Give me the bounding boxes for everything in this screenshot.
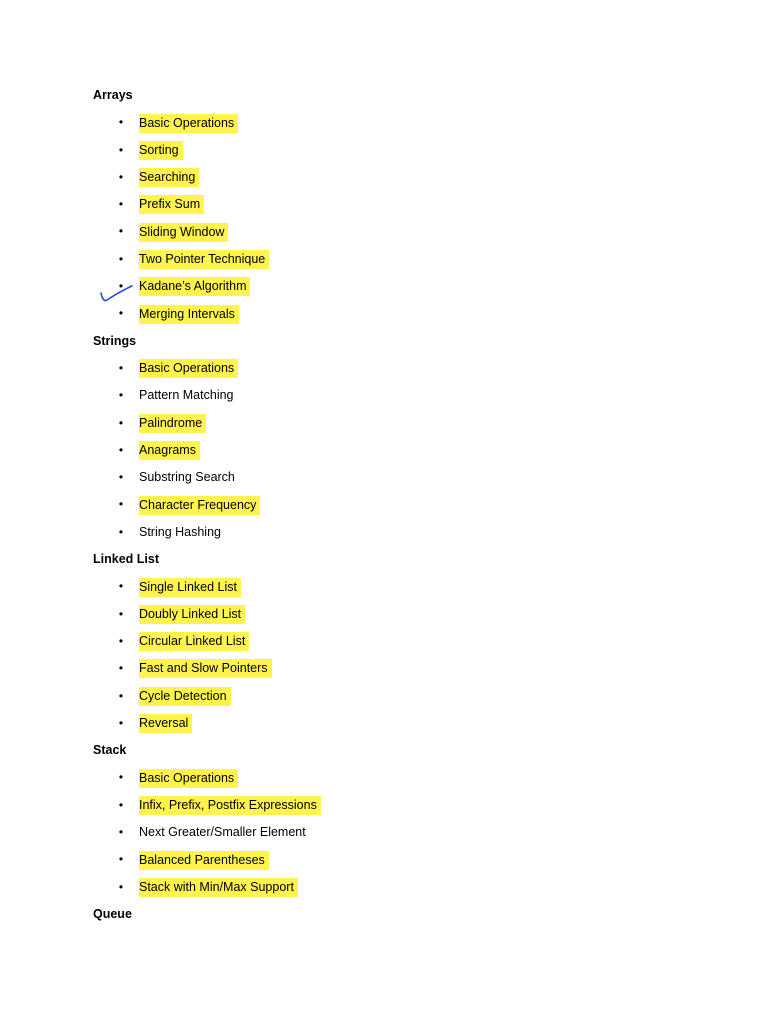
list-item <box>93 628 733 655</box>
list-item <box>93 109 733 136</box>
topic-text: Circular Linked List <box>139 632 249 651</box>
list-item <box>93 683 733 710</box>
bullet-icon: • <box>118 224 124 239</box>
list-item <box>93 300 733 327</box>
list-item <box>93 601 733 628</box>
topic-text: Basic Operations <box>139 359 238 378</box>
topic-text: Substring Search <box>139 470 235 485</box>
list-item <box>93 218 733 245</box>
list-item <box>93 491 733 518</box>
topic-text: Palindrome <box>139 414 206 433</box>
bullet-icon: • <box>118 606 124 621</box>
list-item <box>93 764 733 791</box>
bullet-icon: • <box>118 770 124 785</box>
topic-list <box>93 573 733 737</box>
bullet-icon: • <box>118 497 124 512</box>
bullet-icon: • <box>118 825 124 840</box>
list-item <box>93 382 733 409</box>
checkmark-icon <box>99 283 135 305</box>
topic-text: Kadane’s Algorithm <box>139 277 250 296</box>
list-item <box>93 464 733 491</box>
section-heading: Strings <box>93 333 137 348</box>
topic-list <box>93 355 733 546</box>
bullet-icon: • <box>118 142 124 157</box>
bullet-icon: • <box>118 442 124 457</box>
section-heading: Queue <box>93 906 132 921</box>
topic-text: Anagrams <box>139 441 200 460</box>
list-item <box>93 246 733 273</box>
list-item <box>93 846 733 873</box>
bullet-icon: • <box>118 470 124 485</box>
list-item <box>93 710 733 737</box>
topic-text: Cycle Detection <box>139 687 231 706</box>
bullet-icon: • <box>118 415 124 430</box>
document-content <box>93 82 733 928</box>
list-item <box>93 355 733 382</box>
bullet-icon: • <box>118 715 124 730</box>
section-heading: Arrays <box>93 88 133 102</box>
list-item <box>93 874 733 901</box>
list-item <box>93 792 733 819</box>
topic-text: Character Frequency <box>139 496 260 515</box>
bullet-icon: • <box>118 524 124 539</box>
topic-text: Infix, Prefix, Postfix Expressions <box>139 796 321 815</box>
topic-text: Balanced Parentheses <box>139 851 269 870</box>
section-heading: Stack <box>93 743 127 758</box>
bullet-icon: • <box>118 797 124 812</box>
bullet-icon: • <box>118 688 124 703</box>
bullet-icon: • <box>118 579 124 594</box>
topic-text: Fast and Slow Pointers <box>139 659 272 678</box>
topic-text: Sorting <box>139 141 183 160</box>
topic-text: Searching <box>139 168 199 187</box>
bullet-icon: • <box>118 251 124 266</box>
topic-list <box>93 109 733 327</box>
topic-text: Stack with Min/Max Support <box>139 878 298 897</box>
topic-text: Basic Operations <box>139 114 238 133</box>
bullet-icon: • <box>118 661 124 676</box>
topic-text: Doubly Linked List <box>139 605 245 624</box>
bullet-icon: • <box>118 197 124 212</box>
topic-text: Single Linked List <box>139 578 241 597</box>
bullet-icon: • <box>118 633 124 648</box>
topic-list <box>93 764 733 900</box>
bullet-icon: • <box>118 388 124 403</box>
topic-text: Reversal <box>139 714 192 733</box>
list-item <box>93 410 733 437</box>
topic-text: Prefix Sum <box>139 195 204 214</box>
bullet-icon: • <box>118 169 124 184</box>
bullet-icon: • <box>118 852 124 867</box>
bullet-icon: • <box>118 360 124 375</box>
list-item <box>93 655 733 682</box>
list-item <box>93 164 733 191</box>
topic-text: String Hashing <box>139 524 221 539</box>
topic-text: Basic Operations <box>139 769 238 788</box>
topic-text: Two Pointer Technique <box>139 250 269 269</box>
bullet-icon: • <box>118 306 124 321</box>
topic-text: Merging Intervals <box>139 305 239 324</box>
bullet-icon: • <box>118 279 124 294</box>
list-item <box>93 273 733 300</box>
list-item <box>93 573 733 600</box>
list-item <box>93 191 733 218</box>
list-item <box>93 819 733 846</box>
list-item <box>93 519 733 546</box>
topic-text: Next Greater/Smaller Element <box>139 825 306 840</box>
topic-text: Sliding Window <box>139 223 228 242</box>
bullet-icon: • <box>118 879 124 894</box>
bullet-icon: • <box>118 115 124 130</box>
list-item <box>93 437 733 464</box>
section-heading: Linked List <box>93 552 159 567</box>
topic-text: Pattern Matching <box>139 388 234 403</box>
list-item <box>93 137 733 164</box>
